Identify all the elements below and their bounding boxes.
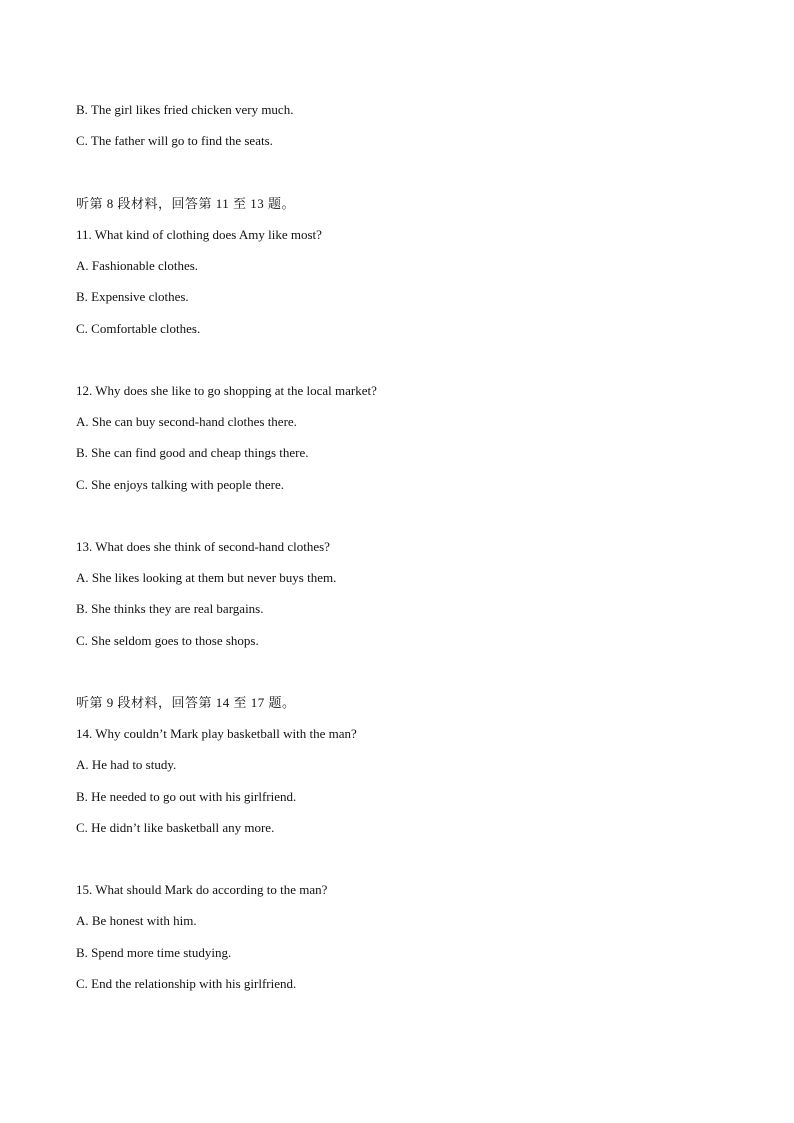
- option-c-q13: C. She seldom goes to those shops.: [76, 633, 259, 648]
- option-b-q14: B. He needed to go out with his girlfriend.: [76, 789, 297, 804]
- option-a-q12: A. She can buy second-hand clothes there.: [76, 414, 297, 429]
- question-15: 15. What should Mark do according to the man?: [76, 882, 328, 897]
- option-b-q10: B. The girl likes fried chicken very much.: [76, 102, 294, 117]
- option-b-q11: B. Expensive clothes.: [76, 289, 189, 304]
- option-a-q15: A. Be honest with him.: [76, 913, 197, 928]
- option-c-q14: C. He didn’t like basketball any more.: [76, 820, 275, 835]
- section-heading-8: 听第 8 段材料，回答第 11 至 13 题。: [76, 196, 296, 211]
- question-11: 11. What kind of clothing does Amy like most?: [76, 227, 322, 242]
- option-b-q15: B. Spend more time studying.: [76, 945, 232, 960]
- option-c-q15: C. End the relationship with his girlfriend.: [76, 976, 297, 991]
- option-b-q13: B. She thinks they are real bargains.: [76, 601, 264, 616]
- section-heading-9: 听第 9 段材料，回答第 14 至 17 题。: [76, 695, 296, 710]
- question-13: 13. What does she think of second-hand clothes?: [76, 539, 330, 554]
- question-12: 12. Why does she like to go shopping at the local market?: [76, 383, 377, 398]
- option-c-q11: C. Comfortable clothes.: [76, 321, 201, 336]
- option-b-q12: B. She can find good and cheap things there.: [76, 445, 309, 460]
- option-c-q12: C. She enjoys talking with people there.: [76, 477, 284, 492]
- option-a-q14: A. He had to study.: [76, 757, 177, 772]
- option-a-q13: A. She likes looking at them but never buys them.: [76, 570, 337, 585]
- option-a-q11: A. Fashionable clothes.: [76, 258, 199, 273]
- question-14: 14. Why couldn’t Mark play basketball with the man?: [76, 726, 357, 741]
- option-c-q10: C. The father will go to find the seats.: [76, 133, 273, 148]
